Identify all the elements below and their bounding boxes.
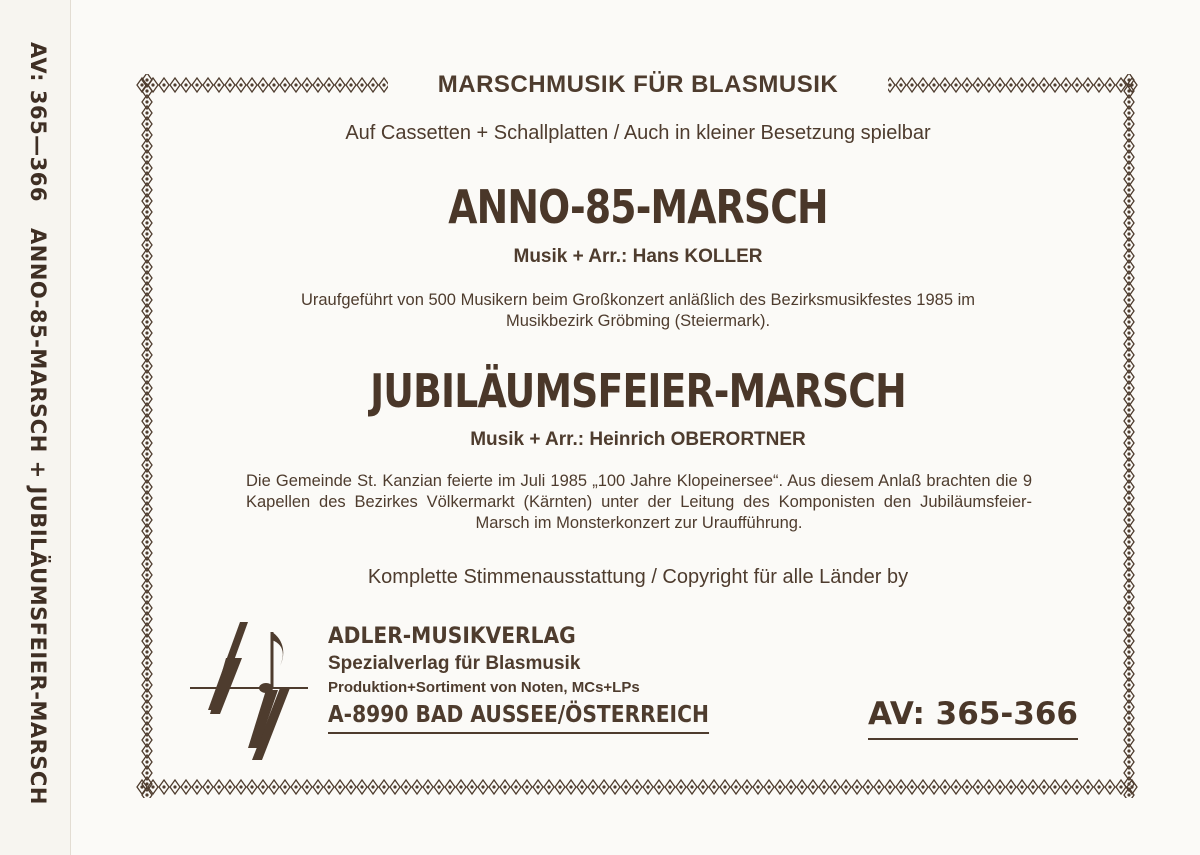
catalog-code: AV: 365-366: [868, 696, 1078, 740]
ornamental-border-right: [1118, 74, 1140, 798]
march-credit-1: Musik + Arr.: Hans KOLLER: [513, 246, 763, 267]
adler-logo-icon: [188, 618, 318, 768]
march-credit-2: Musik + Arr.: Heinrich OBERORTNER: [470, 429, 806, 450]
header-subtitle: Auf Cassetten + Schallplatten / Auch in kleiner Besetzung spielbar: [345, 122, 931, 144]
header-title: MARSCHMUSIK FÜR BLASMUSIK: [388, 70, 888, 100]
ornamental-border-left: [136, 74, 158, 798]
march-title-2: JUBILÄUMSFEIER-MARSCH: [370, 364, 906, 418]
publisher-tagline: Spezialverlag für Blasmusik: [328, 653, 581, 674]
ornamental-border-bottom: [136, 776, 1140, 798]
march-title-1: ANNO-85-MARSCH: [448, 180, 828, 234]
publisher-name: ADLER-MUSIKVERLAG: [328, 624, 576, 649]
march-description-1: Uraufgeführt von 500 Musikern beim Großkonzert anläßlich des Bezirksmusikfestes 1985 im Musikbezirk Gröbming (Steiermark).: [300, 291, 976, 330]
spine-label: [26, 42, 50, 831]
spine-title: ANNO-85-MARSCH + JUBILÄUMSFEIER-MARSCH: [26, 228, 50, 805]
copyright-line: Komplette Stimmenausstattung / Copyright für alle Länder by: [367, 566, 909, 588]
spine-code: AV: 365—366: [26, 42, 50, 203]
publisher-production: Produktion+Sortiment von Noten, MCs+LPs: [328, 679, 640, 696]
publisher-address: A-8990 BAD AUSSEE/ÖSTERREICH: [328, 702, 709, 734]
publisher-block: [328, 624, 761, 734]
spine: [0, 0, 71, 855]
march-description-2: Die Gemeinde St. Kanzian feierte im Juli 1985 „100 Jahre Klopeinersee“. Aus diesem Anlaß brachten die 9 Kapellen des Bezirkes Völkermarkt (Kärnten) unter der Leitung des Komponisten den Jubiläumsfeier-Marsch im Monsterkonzert zur Uraufführung.: [246, 472, 1032, 532]
